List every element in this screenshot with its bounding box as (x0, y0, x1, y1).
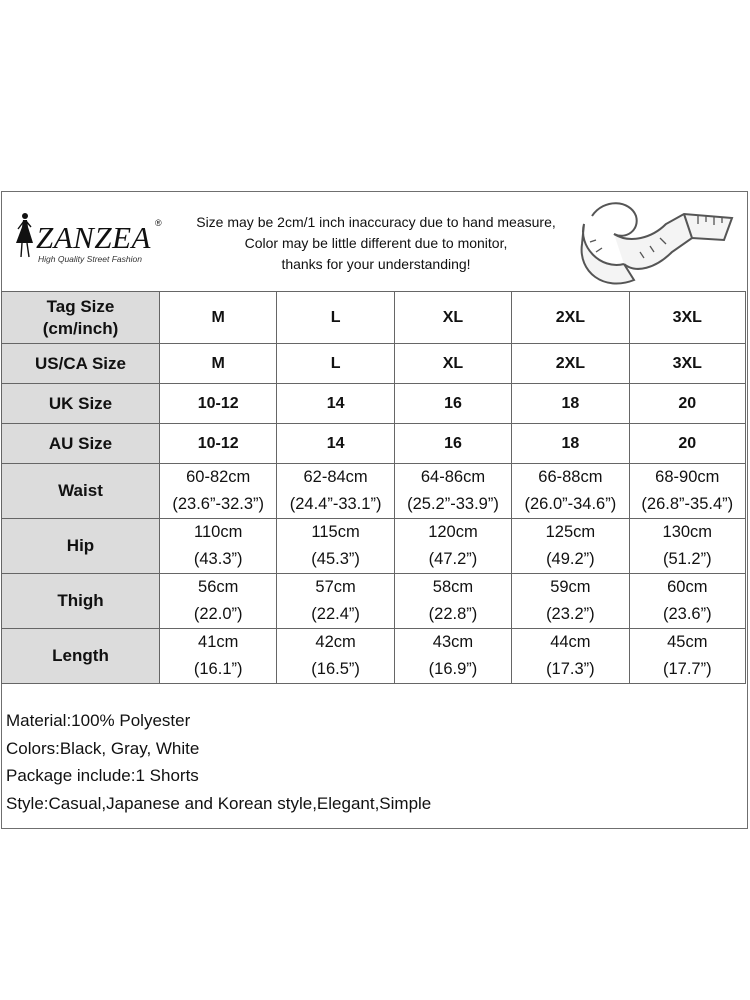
measure-cm: 42cm (315, 633, 356, 651)
table-row (2, 384, 746, 424)
spec-colors: Colors:Black, Gray, White (6, 738, 200, 758)
table-row (2, 464, 746, 519)
measure-inch: (22.8”) (428, 605, 478, 623)
measure-cm: 62-84cm (303, 468, 368, 486)
table-cell: 10-12 (160, 424, 277, 464)
table-cell: 18 (512, 424, 629, 464)
measure-inch: (26.0”-34.6”) (524, 495, 617, 513)
measure-cm: 125cm (545, 523, 596, 541)
measure-cm: 56cm (198, 578, 239, 596)
table-row (2, 292, 746, 344)
measure-inch: (23.2”) (546, 605, 595, 623)
measure-cm: 130cm (662, 523, 713, 541)
row-label-au: AU Size (2, 424, 160, 464)
size-cell: M (160, 292, 277, 344)
table-cell: 10-12 (160, 384, 277, 424)
measure-cm: 66-88cm (538, 468, 603, 486)
measure-cell (394, 519, 511, 574)
measure-cell (512, 464, 629, 519)
brand-logo: ZANZEA (36, 220, 151, 255)
row-label-waist: Waist (2, 464, 160, 519)
measure-cm: 68-90cm (655, 468, 720, 486)
measure-cell (277, 574, 394, 629)
measure-cell (394, 464, 511, 519)
measure-cm: 115cm (311, 523, 360, 541)
table-cell: 20 (629, 384, 745, 424)
table-row (2, 424, 746, 464)
measure-inch: (22.4”) (311, 605, 360, 623)
measure-inch: (47.2”) (428, 550, 478, 568)
measure-cell (160, 464, 277, 519)
measure-cell (277, 629, 394, 684)
measurement-notice (176, 212, 576, 275)
measure-inch: (22.0”) (193, 605, 243, 623)
row-label-line: (cm/inch) (42, 318, 119, 338)
measure-cell (629, 574, 745, 629)
table-cell: L (277, 344, 394, 384)
size-chart-card (1, 191, 748, 829)
notice-line: thanks for your understanding! (281, 256, 471, 272)
measure-cm: 60cm (667, 578, 708, 596)
measure-cell (160, 629, 277, 684)
measure-cm: 120cm (428, 523, 478, 541)
table-cell: 14 (277, 384, 394, 424)
brand-tagline: High Quality Street Fashion (38, 254, 142, 264)
table-row (2, 629, 746, 684)
chart-header (2, 192, 747, 292)
table-cell: 2XL (512, 344, 629, 384)
measure-cm: 44cm (550, 633, 591, 651)
size-cell: 3XL (629, 292, 745, 344)
row-label-length: Length (2, 629, 160, 684)
measure-cm: 59cm (550, 578, 591, 596)
table-cell: XL (394, 344, 511, 384)
measure-inch: (26.8”-35.4”) (641, 495, 734, 513)
row-label-thigh: Thigh (2, 574, 160, 629)
row-label-line: Tag Size (46, 296, 115, 316)
measure-cell (394, 574, 511, 629)
table-cell: 16 (394, 384, 511, 424)
table-cell: M (160, 344, 277, 384)
size-table (1, 291, 746, 684)
measure-cell (512, 519, 629, 574)
table-cell: 20 (629, 424, 745, 464)
measure-cm: 60-82cm (186, 468, 251, 486)
measure-inch: (25.2”-33.9”) (407, 495, 499, 513)
row-label-uk: UK Size (2, 384, 160, 424)
measure-cell (160, 574, 277, 629)
measure-inch: (16.9”) (428, 660, 478, 678)
measure-cell (394, 629, 511, 684)
table-cell: 14 (277, 424, 394, 464)
measure-cm: 110cm (194, 523, 243, 541)
product-specs (6, 707, 431, 817)
measure-inch: (17.7”) (662, 660, 712, 678)
measure-inch: (49.2”) (546, 550, 595, 568)
table-row (2, 344, 746, 384)
table-cell: 3XL (629, 344, 745, 384)
row-label-tag-size (2, 292, 160, 344)
measure-inch: (17.3”) (546, 660, 595, 678)
size-cell: XL (394, 292, 511, 344)
measure-cell (160, 519, 277, 574)
measure-cm: 57cm (315, 578, 356, 596)
spec-package: Package include:1 Shorts (6, 766, 199, 785)
size-cell: 2XL (512, 292, 629, 344)
row-label-hip: Hip (2, 519, 160, 574)
measure-cm: 58cm (432, 578, 474, 596)
measuring-tape-icon (574, 194, 744, 290)
measure-inch: (45.3”) (311, 550, 360, 568)
dress-figure-icon (12, 212, 36, 258)
measure-inch: (23.6”-32.3”) (172, 495, 265, 513)
table-cell: 18 (512, 384, 629, 424)
measure-inch: (43.3”) (193, 550, 243, 568)
measure-inch: (24.4”-33.1”) (289, 495, 382, 513)
spec-material: Material:100% Polyester (6, 711, 191, 730)
measure-cm: 41cm (198, 633, 239, 651)
row-label-us-ca: US/CA Size (2, 344, 160, 384)
table-cell: 16 (394, 424, 511, 464)
measure-cell (629, 464, 745, 519)
measure-inch: (16.1”) (193, 660, 243, 678)
registered-mark: ® (155, 218, 162, 228)
measure-inch: (16.5”) (311, 660, 360, 678)
measure-inch: (51.2”) (662, 550, 712, 568)
spec-style: Style:Casual,Japanese and Korean style,Elegant,Simple (6, 793, 432, 813)
measure-inch: (23.6”) (662, 605, 712, 623)
measure-cell (512, 629, 629, 684)
measure-cell (512, 574, 629, 629)
measure-cell (629, 519, 745, 574)
table-row (2, 519, 746, 574)
measure-cell (629, 629, 745, 684)
measure-cell (277, 519, 394, 574)
measure-cell (277, 464, 394, 519)
measure-cm: 43cm (432, 633, 474, 651)
table-row (2, 574, 746, 629)
measure-cm: 64-86cm (420, 468, 486, 486)
measure-cm: 45cm (667, 633, 708, 651)
notice-line: Size may be 2cm/1 inch inaccuracy due to hand measure, (196, 214, 556, 230)
notice-line: Color may be little different due to monitor, (244, 235, 508, 251)
size-cell: L (277, 292, 394, 344)
